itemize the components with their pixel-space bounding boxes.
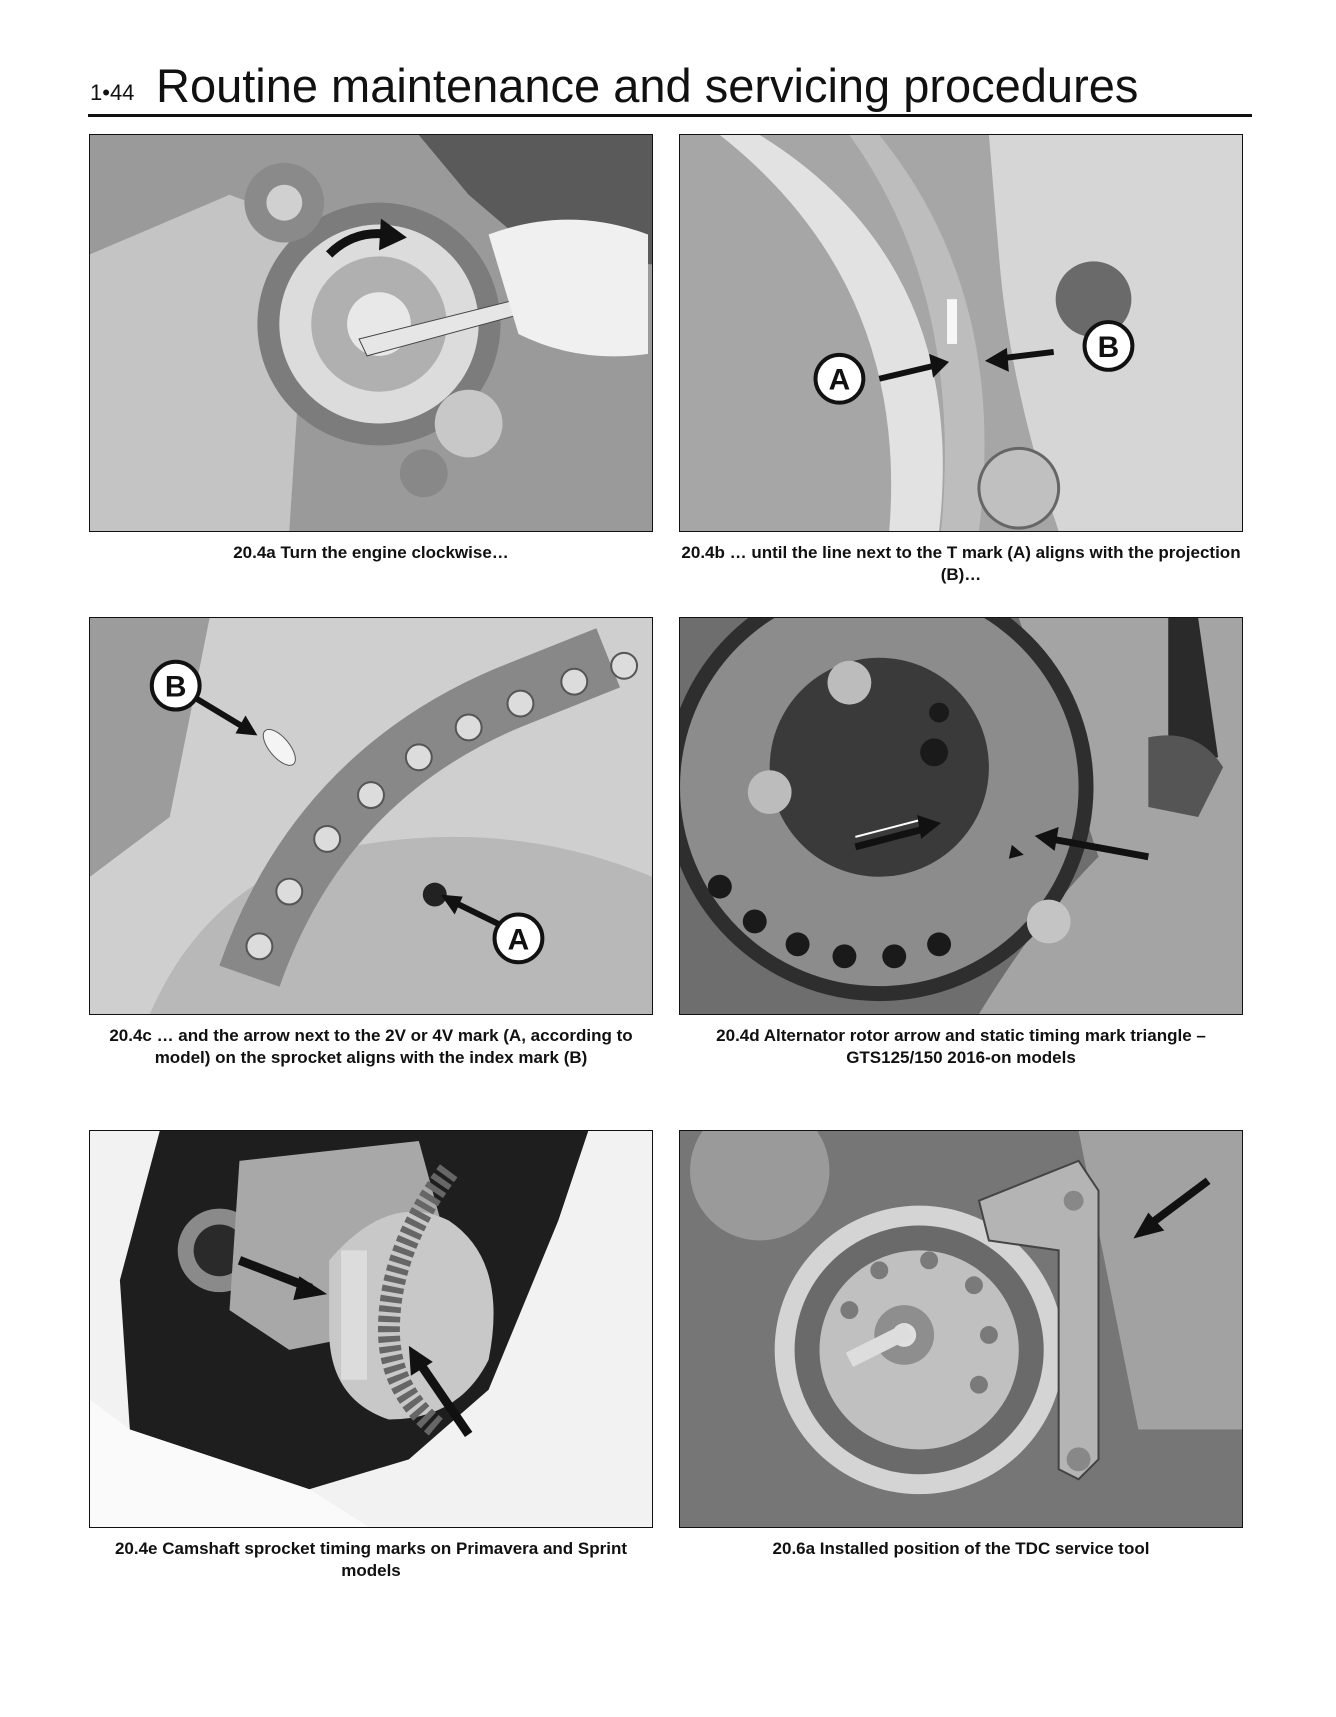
page-number: 1•44 <box>90 80 135 105</box>
figure-caption: 20.4e Camshaft sprocket timing marks on Primavera and Sprint models <box>114 1539 628 1580</box>
figure-caption: 20.4c … and the arrow next to the 2V or 4V mark (A, according to model) on the sprocket aligns with the index mark (B) <box>109 1026 633 1067</box>
photo-camshaft-sprocket-marks <box>89 1130 653 1528</box>
photo-turn-engine-clockwise <box>89 134 653 532</box>
callout-label-a: A <box>828 363 851 397</box>
photo-t-mark-alignment <box>679 134 1243 532</box>
page-title: Routine maintenance and servicing procedures <box>156 59 1139 112</box>
figure-caption: 20.4d Alternator rotor arrow and static timing mark triangle – GTS125/150 2016-on models <box>716 1026 1206 1067</box>
callout-label-a: A <box>507 923 530 957</box>
callout-label-b: B <box>1097 330 1120 364</box>
callout-label-b: B <box>164 670 187 704</box>
photo-sprocket-arrow-alignment <box>89 617 653 1015</box>
header-rule <box>88 114 1252 117</box>
figure-caption: 20.4b … until the line next to the T mark (A) aligns with the projection (B)… <box>681 543 1241 584</box>
photo-tdc-service-tool <box>679 1130 1243 1528</box>
figure-caption: 20.6a Installed position of the TDC service tool <box>772 1539 1150 1558</box>
page-header <box>88 54 1251 116</box>
figure-caption: 20.4a Turn the engine clockwise… <box>233 543 509 562</box>
photo-alternator-rotor-timing <box>679 617 1243 1015</box>
